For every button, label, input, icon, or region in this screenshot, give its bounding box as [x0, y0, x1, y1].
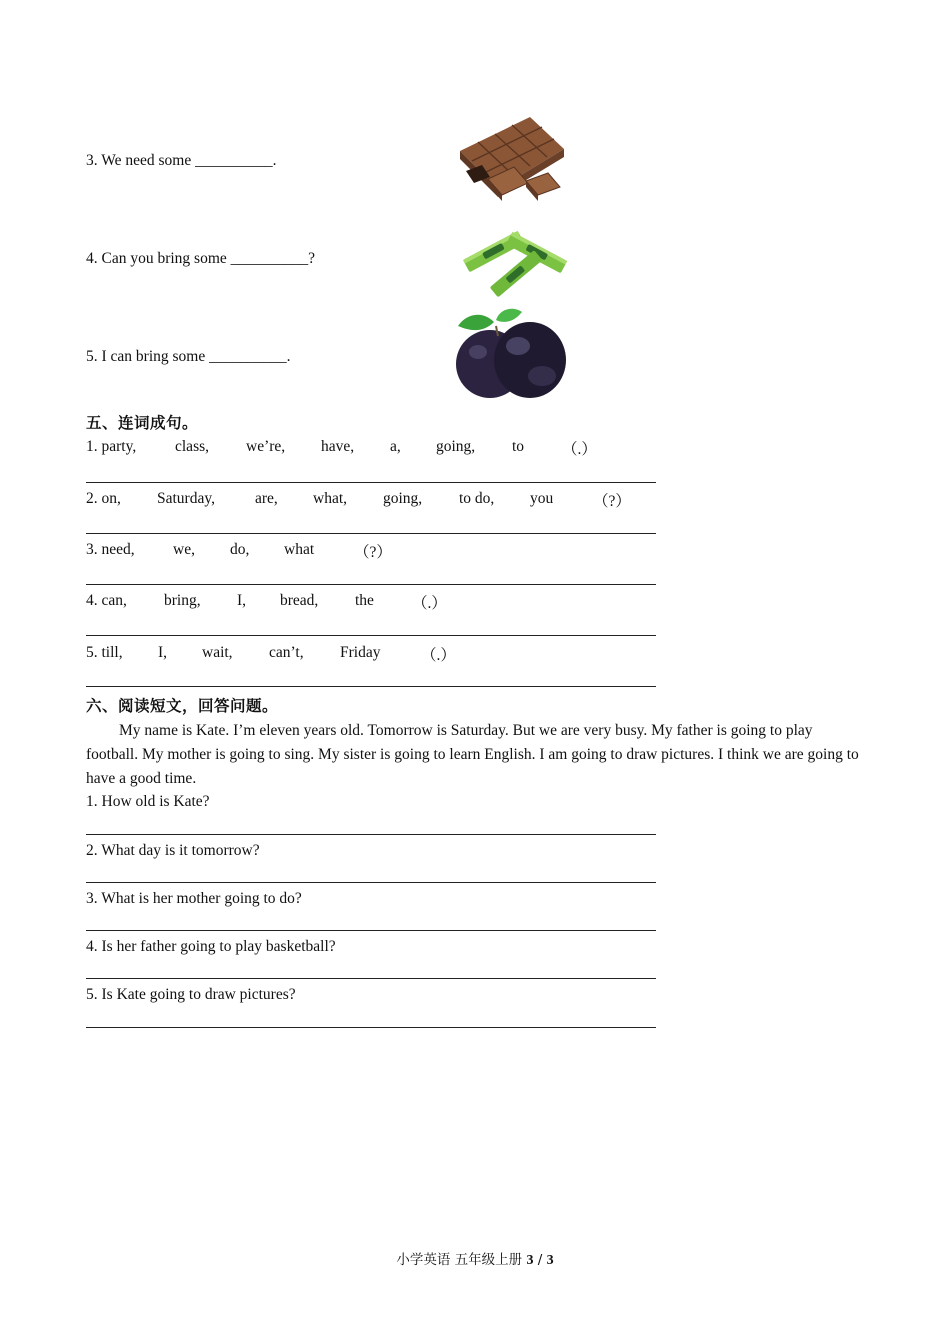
- answer-line[interactable]: [86, 882, 656, 883]
- answer-line[interactable]: [86, 635, 656, 636]
- s5-word: to do,: [459, 490, 495, 507]
- answer-line[interactable]: [86, 978, 656, 979]
- chocolate-icon: [452, 113, 568, 209]
- s5-word: a,: [390, 438, 401, 455]
- s5-word: class,: [175, 438, 210, 455]
- section6-title: 六、阅读短文，回答问题。: [86, 697, 279, 715]
- s5-word: going,: [383, 490, 423, 507]
- picture-question-4: 4. Can you bring some __________?: [86, 250, 316, 267]
- picture-question-5: 5. I can bring some __________.: [86, 348, 291, 365]
- answer-line[interactable]: [86, 834, 656, 835]
- s5-word: I,: [158, 644, 168, 661]
- page-separator: /: [537, 1252, 543, 1268]
- passage-text: My name is Kate. I’m eleven years old. Tomorrow is Saturday. But we are very busy. My father is going to play football. My mother is going to sing. My sister is going to learn English. I am going to draw pictures. I think we are going to have a good time.: [86, 722, 859, 787]
- answer-line[interactable]: [86, 533, 656, 534]
- s5-word: what: [284, 541, 315, 558]
- s5-word: the: [355, 592, 374, 609]
- s5-word: can’t,: [269, 644, 304, 661]
- s5-word: bread,: [280, 592, 319, 609]
- s5-punct: （.）: [421, 647, 456, 664]
- footer-label: 小学英语 五年级上册: [396, 1252, 523, 1268]
- reading-question-1: 1. How old is Kate?: [86, 793, 210, 810]
- page-footer: [0, 1248, 950, 1269]
- s5-word: going,: [436, 438, 476, 455]
- s5-word: 5. till,: [86, 644, 123, 661]
- s5-word: you: [530, 490, 554, 507]
- s5-word: to: [512, 438, 525, 455]
- s5-word: we,: [173, 541, 195, 558]
- answer-line[interactable]: [86, 930, 656, 931]
- s5-word: what,: [313, 490, 348, 507]
- s5-word: are,: [255, 490, 278, 507]
- s5-word: have,: [321, 438, 355, 455]
- s5-punct: （?）: [593, 493, 631, 510]
- reading-passage: [86, 719, 866, 791]
- s5-word: 3. need,: [86, 541, 135, 558]
- chewing-gum-icon: [455, 212, 567, 302]
- picture-question-3: 3. We need some __________.: [86, 152, 277, 169]
- reading-question-5: 5. Is Kate going to draw pictures?: [86, 986, 296, 1003]
- answer-line[interactable]: [86, 686, 656, 687]
- s5-word: I,: [237, 592, 247, 609]
- s5-punct: （?）: [354, 544, 392, 561]
- section5-title: 五、连词成句。: [86, 414, 199, 432]
- s5-punct: （.）: [562, 441, 597, 458]
- reading-question-3: 3. What is her mother going to do?: [86, 890, 302, 907]
- reading-question-2: 2. What day is it tomorrow?: [86, 842, 260, 859]
- page-total: 3: [546, 1253, 554, 1268]
- answer-line[interactable]: [86, 1027, 656, 1028]
- s5-word: we’re,: [246, 438, 286, 455]
- answer-line[interactable]: [86, 584, 656, 585]
- s5-word: do,: [230, 541, 250, 558]
- reading-question-4: 4. Is her father going to play basketball?: [86, 938, 336, 955]
- s5-word: 1. party,: [86, 438, 137, 455]
- page-current: 3: [526, 1253, 534, 1268]
- s5-word: Friday: [340, 644, 381, 661]
- s5-word: Saturday,: [157, 490, 215, 507]
- s5-word: 4. can,: [86, 592, 127, 609]
- s5-word: 2. on,: [86, 490, 121, 507]
- s5-word: bring,: [164, 592, 201, 609]
- s5-word: wait,: [202, 644, 233, 661]
- s5-punct: （.）: [412, 595, 447, 612]
- answer-line[interactable]: [86, 482, 656, 483]
- plums-icon: [452, 306, 568, 404]
